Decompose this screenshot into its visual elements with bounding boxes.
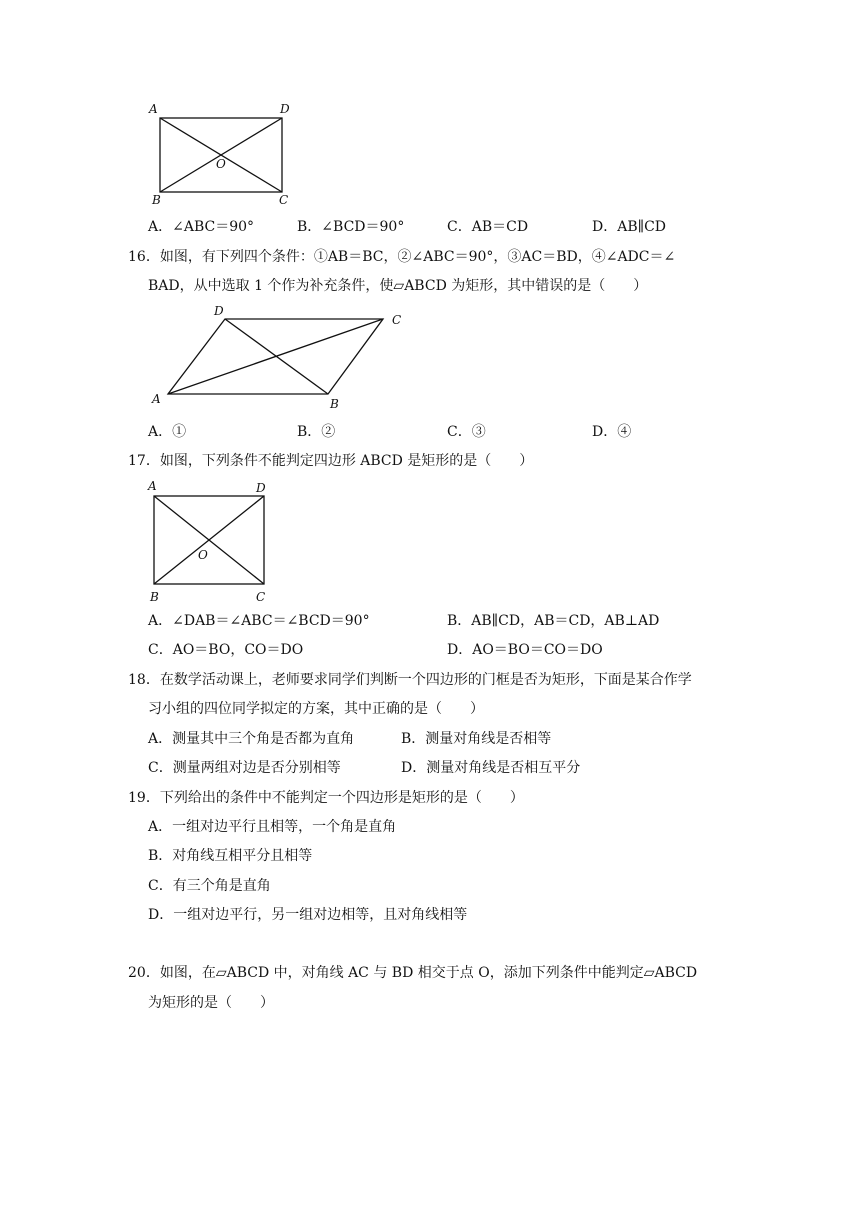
q16-option-d: D．④ (592, 424, 632, 440)
q17-label-b: B (150, 590, 159, 604)
q18-option-c: C．测量两组对边是否分别相等 (148, 760, 341, 776)
q17-option-d: D．AO＝BO＝CO＝DO (447, 642, 603, 658)
q16-label-a: A (152, 392, 161, 406)
q19-option-d: D．一组对边平行，另一组对边相等，且对角线相等 (148, 907, 468, 923)
q19-option-b: B．对角线互相平分且相等 (148, 848, 313, 864)
q16-figure (140, 300, 420, 415)
q18-option-b: B．测量对角线是否相等 (401, 731, 552, 747)
q15-option-a: A．∠ABC＝90° (148, 219, 255, 235)
q16-label-c: C (392, 313, 402, 327)
q15-label-c: C (279, 193, 289, 207)
q15-option-c: C．AB＝CD (447, 219, 529, 235)
q20-stem-line1: 20．如图，在▱ABCD 中，对角线 AC 与 BD 相交于点 O，添加下列条件中能判定▱ABCD (128, 965, 698, 981)
q17-option-c: C．AO＝BO，CO＝DO (148, 642, 304, 658)
q17-figure (140, 476, 280, 606)
q17-label-a: A (148, 479, 157, 493)
q18-option-d: D．测量对角线是否相互平分 (401, 760, 581, 776)
q19-stem-line1: 19．下列给出的条件中不能判定一个四边形是矩形的是（ ） (128, 790, 524, 806)
q20-stem-line2: 为矩形的是（ ） (148, 995, 274, 1011)
q16-stem-line1: 16．如图，有下列四个条件：①AB＝BC，②∠ABC＝90°，③AC＝BD，④∠ADC＝∠ (128, 249, 676, 265)
q19-option-a: A．一组对边平行且相等，一个角是直角 (148, 819, 397, 835)
q15-label-a: A (149, 102, 158, 116)
q18-stem-line1: 18．在数学活动课上，老师要求同学们判断一个四边形的门框是否为矩形，下面是某合作学 (128, 672, 692, 688)
q15-figure (140, 96, 310, 208)
q17-label-c: C (256, 590, 266, 604)
q16-label-d: D (214, 304, 224, 318)
q15-option-d: D．AB∥CD (592, 219, 667, 235)
q17-option-a: A．∠DAB＝∠ABC＝∠BCD＝90° (148, 613, 370, 629)
q15-label-b: B (152, 193, 161, 207)
q19-option-c: C．有三个角是直角 (148, 878, 271, 894)
q15-label-o: O (216, 157, 226, 171)
q17-label-d: D (256, 481, 266, 495)
q16-option-a: A．① (148, 424, 187, 440)
q16-label-b: B (330, 397, 339, 411)
q16-option-c: C．③ (447, 424, 486, 440)
q18-stem-line2: 习小组的四位同学拟定的方案，其中正确的是（ ） (148, 701, 484, 717)
q15-label-d: D (280, 102, 290, 116)
q17-option-b: B．AB∥CD，AB＝CD，AB⊥AD (447, 613, 660, 629)
q16-option-b: B．② (297, 424, 336, 440)
q17-stem-line1: 17．如图，下列条件不能判定四边形 ABCD 是矩形的是（ ） (128, 453, 534, 469)
q15-option-b: B．∠BCD＝90° (297, 219, 405, 235)
q18-option-a: A．测量其中三个角是否都为直角 (148, 731, 355, 747)
q17-label-o: O (198, 548, 208, 562)
q16-stem-line2: BAD，从中选取 1 个作为补充条件，使▱ABCD 为矩形，其中错误的是（ ） (148, 278, 648, 294)
